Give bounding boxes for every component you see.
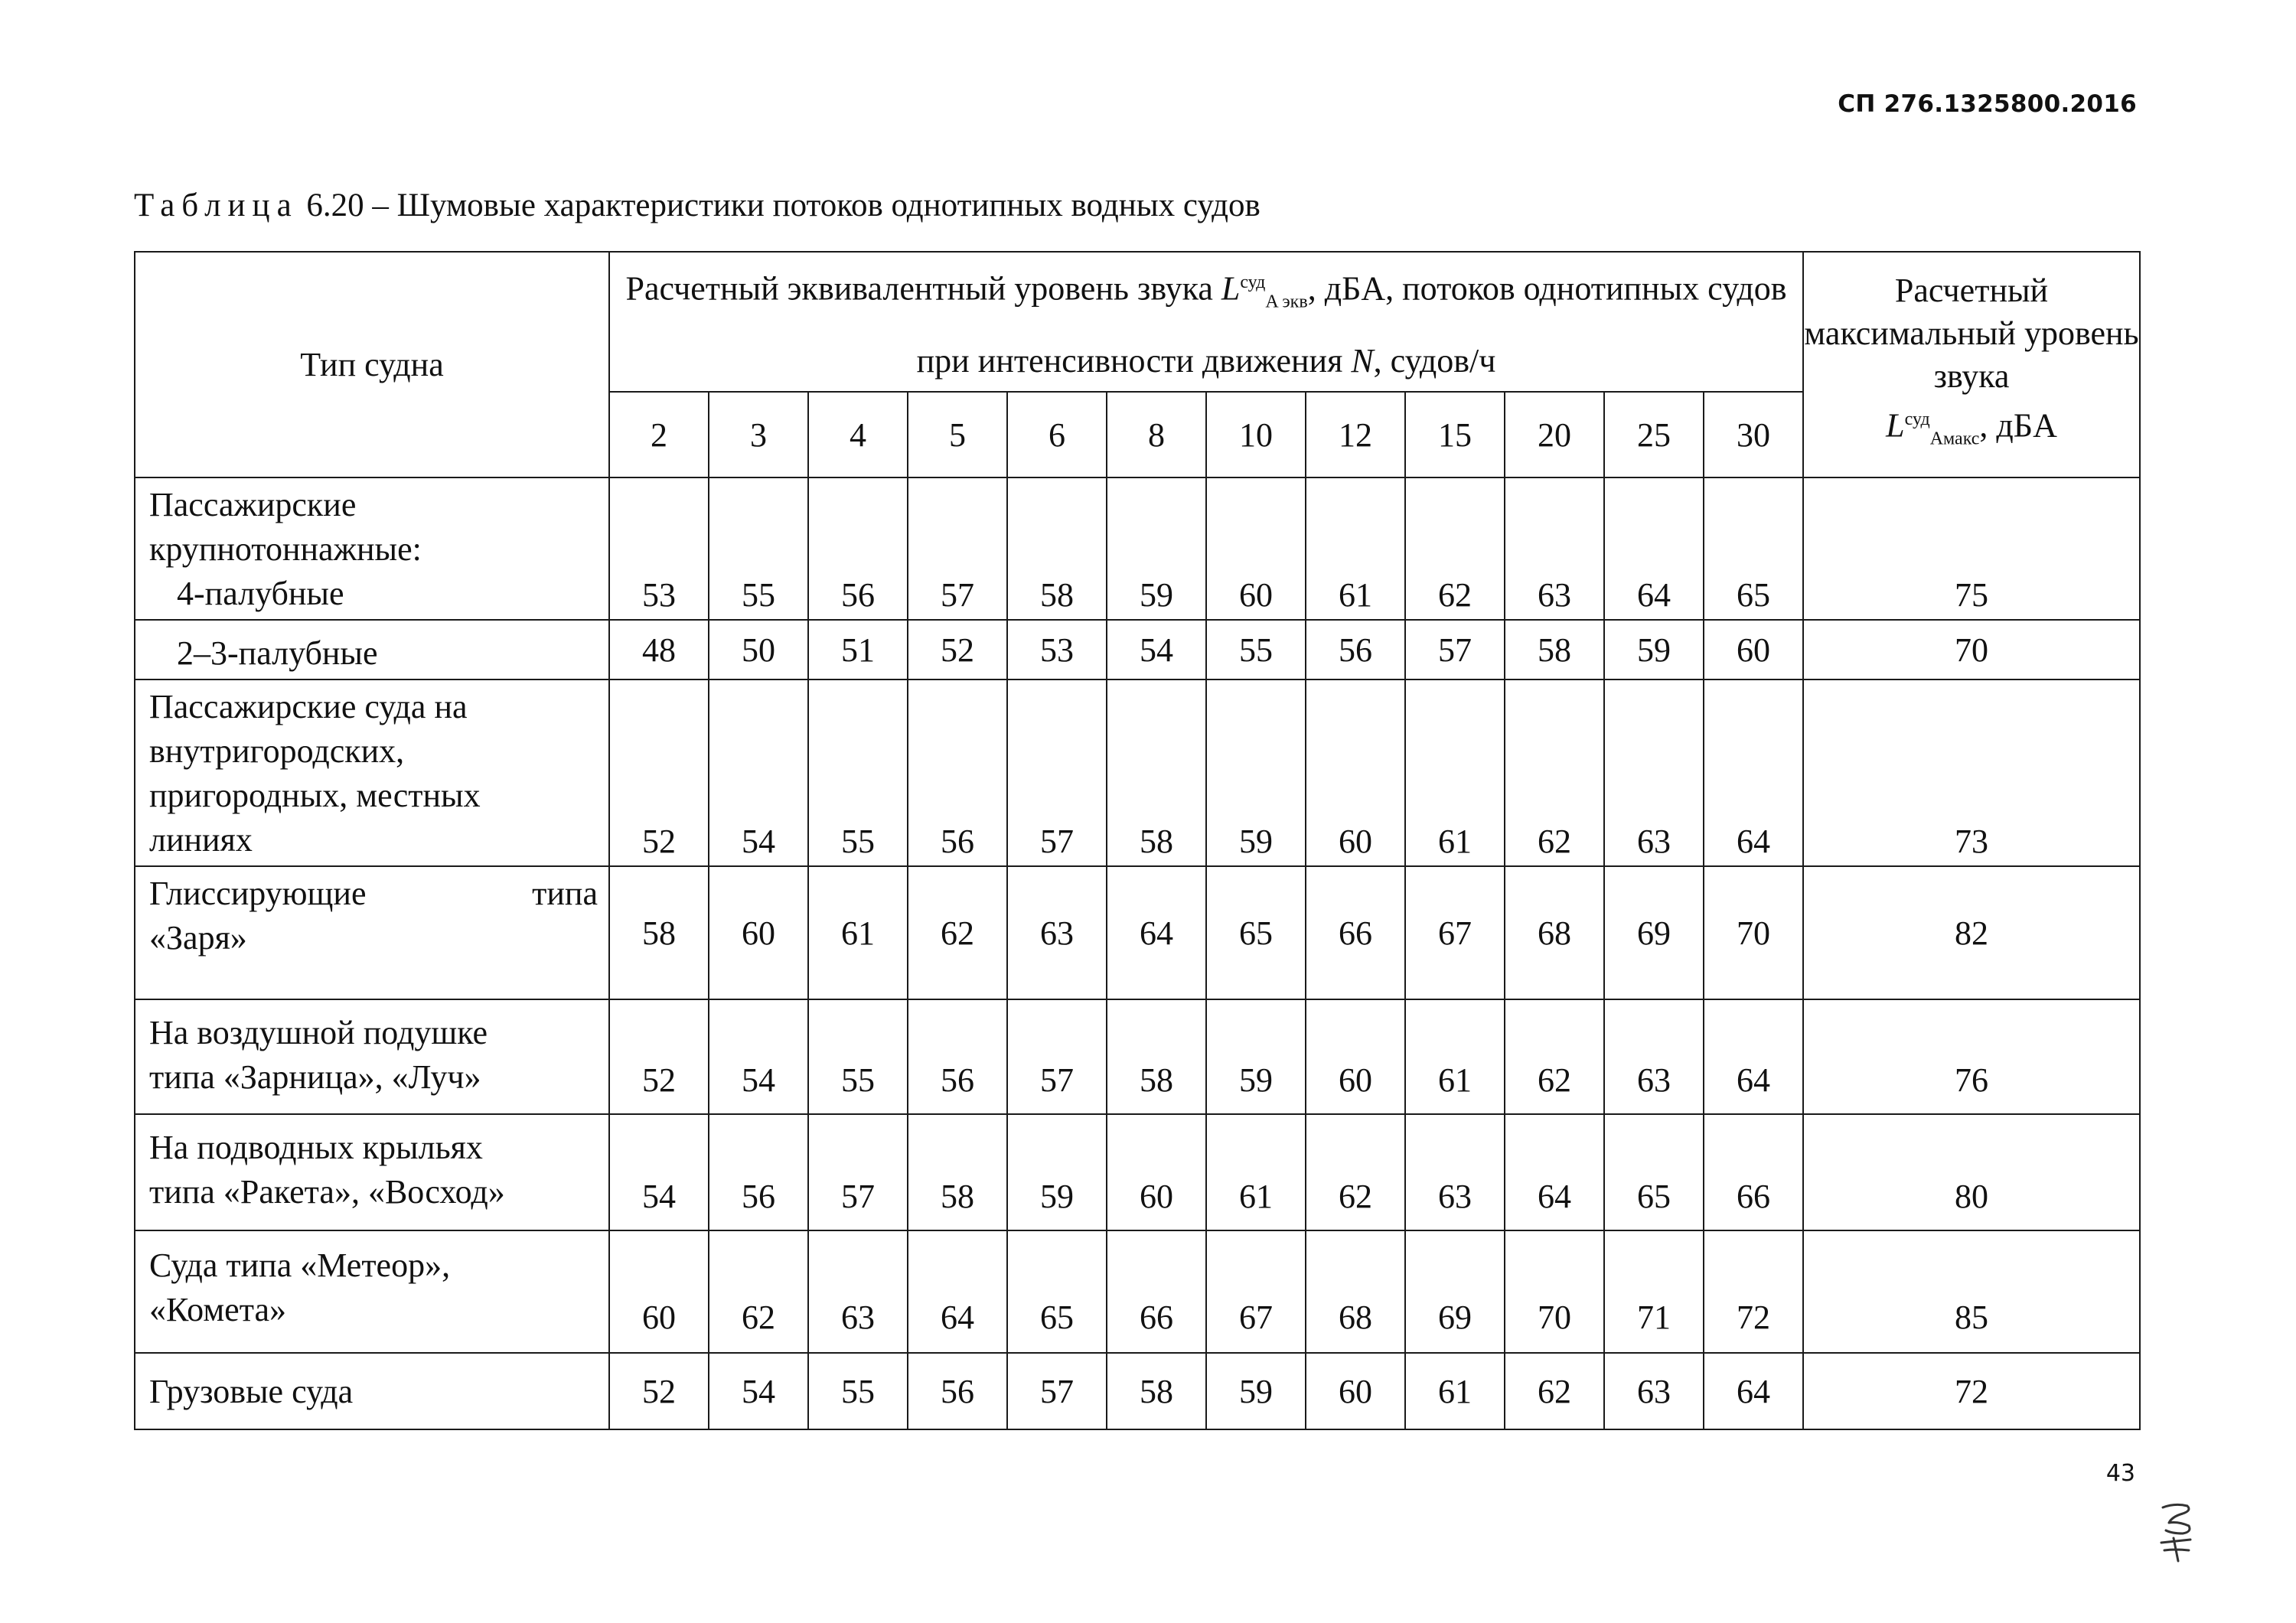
table-row	[135, 1353, 2140, 1429]
row-name-word: Глиссирующие	[149, 875, 367, 913]
value-cell: 69	[1405, 1230, 1505, 1353]
equivalent-level-symbol-letter: L	[1221, 269, 1241, 308]
value-cell: 59	[1604, 620, 1704, 680]
value-cell: 55	[1206, 620, 1306, 680]
value-cell: 59	[1206, 680, 1306, 866]
value-cell: 58	[609, 866, 709, 999]
row-name-line: 4-палубные	[177, 575, 344, 613]
value-cell: 59	[1007, 1114, 1107, 1230]
table-row	[135, 620, 2140, 680]
value-cell: 52	[609, 680, 709, 866]
n-value-cell: 6	[1007, 392, 1107, 477]
value-cell: 65	[1206, 866, 1306, 999]
value-cell: 67	[1405, 866, 1505, 999]
value-cell: 58	[1505, 620, 1604, 680]
equivalent-level-symbol	[1221, 253, 1308, 331]
n-value-cell: 4	[808, 392, 908, 477]
row-name-cell	[135, 999, 609, 1114]
value-cell: 56	[808, 477, 908, 620]
equivalent-level-symbol-sub: A экв	[1265, 292, 1308, 312]
table-title-label: Таблица	[134, 187, 298, 223]
value-cell: 52	[609, 1353, 709, 1429]
value-cell: 60	[609, 1230, 709, 1353]
value-cell: 62	[1505, 680, 1604, 866]
value-cell: 54	[609, 1114, 709, 1230]
value-cell: 62	[1405, 477, 1505, 620]
value-cell: 69	[1604, 866, 1704, 999]
value-cell: 63	[1505, 477, 1604, 620]
value-cell: 60	[1306, 1353, 1405, 1429]
table-row	[135, 1230, 2140, 1353]
row-name-line: Пассажирские суда на	[149, 688, 468, 726]
value-cell: 60	[1306, 999, 1405, 1114]
column-header-max-level	[1803, 252, 2140, 477]
value-cell: 72	[1704, 1230, 1803, 1353]
table-title-text: 6.20 – Шумовые характеристики потоков однотипных водных судов	[306, 187, 1261, 223]
row-name-justified-line	[149, 872, 598, 916]
value-cell: 57	[1007, 1353, 1107, 1429]
value-cell: 60	[709, 866, 808, 999]
row-name-line: На воздушной подушке	[149, 1014, 488, 1052]
value-cell: 64	[1505, 1114, 1604, 1230]
table-row	[135, 477, 2140, 620]
value-cell: 65	[1007, 1230, 1107, 1353]
max-level-symbol-sub: Aмакс	[1929, 429, 1980, 449]
value-cell: 68	[1505, 866, 1604, 999]
max-level-text: Расчетный максимальный уровень звука	[1804, 272, 2139, 395]
max-level-symbol	[1886, 398, 1979, 460]
value-cell: 48	[609, 620, 709, 680]
n-value-cell: 8	[1107, 392, 1206, 477]
value-cell: 55	[808, 680, 908, 866]
value-cell: 63	[1405, 1114, 1505, 1230]
row-name-line: крупнотоннажные:	[149, 530, 422, 569]
column-header-equivalent-level	[609, 252, 1803, 392]
max-value-cell: 80	[1803, 1114, 2140, 1230]
table-row	[135, 680, 2140, 866]
value-cell: 62	[709, 1230, 808, 1353]
row-name-cell	[135, 620, 609, 680]
row-name-cell	[135, 1230, 609, 1353]
value-cell: 61	[1405, 999, 1505, 1114]
value-cell: 53	[1007, 620, 1107, 680]
row-name-line: «Заря»	[149, 919, 247, 957]
row-name-line: На подводных крыльях	[149, 1129, 483, 1167]
value-cell: 52	[908, 620, 1007, 680]
row-name-cell	[135, 866, 609, 999]
value-cell: 61	[808, 866, 908, 999]
max-value-cell: 75	[1803, 477, 2140, 620]
n-value-cell: 3	[709, 392, 808, 477]
value-cell: 56	[709, 1114, 808, 1230]
value-cell: 70	[1505, 1230, 1604, 1353]
value-cell: 57	[908, 477, 1007, 620]
equivalent-level-text-2: , дБA, потоков однотипных судов при интенсивности движения	[916, 269, 1787, 380]
value-cell: 62	[1505, 1353, 1604, 1429]
value-cell: 63	[1604, 999, 1704, 1114]
value-cell: 64	[1604, 477, 1704, 620]
max-value-cell: 82	[1803, 866, 2140, 999]
equivalent-level-text-1: Расчетный эквивалентный уровень звука	[625, 269, 1213, 308]
value-cell: 64	[1704, 680, 1803, 866]
value-cell: 71	[1604, 1230, 1704, 1353]
row-name-line: пригородных, местных	[149, 777, 481, 815]
n-value-cell: 2	[609, 392, 709, 477]
max-value-cell: 85	[1803, 1230, 2140, 1353]
value-cell: 58	[1107, 680, 1206, 866]
value-cell: 58	[1107, 1353, 1206, 1429]
max-level-symbol-sup: суд	[1904, 409, 1930, 429]
equivalent-level-text-3: , судов/ч	[1373, 342, 1496, 380]
value-cell: 60	[1206, 477, 1306, 620]
max-value-cell: 76	[1803, 999, 2140, 1114]
value-cell: 60	[1107, 1114, 1206, 1230]
value-cell: 68	[1306, 1230, 1405, 1353]
max-level-symbol-letter: L	[1886, 406, 1905, 445]
value-cell: 55	[808, 999, 908, 1114]
value-cell: 59	[1107, 477, 1206, 620]
value-cell: 61	[1405, 680, 1505, 866]
row-name-line: Суда типа «Метеор»,	[149, 1247, 451, 1285]
n-value-cell: 20	[1505, 392, 1604, 477]
value-cell: 54	[709, 680, 808, 866]
value-cell: 60	[1306, 680, 1405, 866]
table-row	[135, 1114, 2140, 1230]
noise-characteristics-table	[134, 251, 2141, 1430]
n-value-cell: 10	[1206, 392, 1306, 477]
max-level-unit: , дБA	[1979, 406, 2057, 445]
value-cell: 67	[1206, 1230, 1306, 1353]
row-name-cell	[135, 1353, 609, 1429]
value-cell: 62	[1306, 1114, 1405, 1230]
row-name-line: типа «Ракета», «Восход»	[149, 1173, 505, 1211]
value-cell: 55	[709, 477, 808, 620]
value-cell: 61	[1206, 1114, 1306, 1230]
intensity-symbol: N	[1351, 342, 1374, 380]
n-value-cell: 15	[1405, 392, 1505, 477]
column-header-ship-type: Тип судна	[135, 252, 609, 477]
value-cell: 61	[1405, 1353, 1505, 1429]
value-cell: 55	[808, 1353, 908, 1429]
value-cell: 64	[908, 1230, 1007, 1353]
value-cell: 60	[1704, 620, 1803, 680]
value-cell: 50	[709, 620, 808, 680]
value-cell: 57	[808, 1114, 908, 1230]
value-cell: 62	[908, 866, 1007, 999]
row-name-line: линиях	[149, 821, 253, 859]
row-name-cell	[135, 1114, 609, 1230]
max-value-cell: 73	[1803, 680, 2140, 866]
table-title	[134, 187, 1261, 224]
row-name-line: типа «Зарница», «Луч»	[149, 1058, 481, 1097]
value-cell: 54	[1107, 620, 1206, 680]
document-code: СП 276.1325800.2016	[1838, 90, 2137, 118]
max-value-cell: 70	[1803, 620, 2140, 680]
value-cell: 54	[709, 1353, 808, 1429]
value-cell: 66	[1107, 1230, 1206, 1353]
value-cell: 62	[1505, 999, 1604, 1114]
value-cell: 58	[1007, 477, 1107, 620]
value-cell: 58	[1107, 999, 1206, 1114]
handwritten-page-mark-icon	[2152, 1500, 2206, 1569]
max-value-cell: 72	[1803, 1353, 2140, 1429]
value-cell: 64	[1107, 866, 1206, 999]
value-cell: 56	[908, 1353, 1007, 1429]
row-name-line: Грузовые суда	[149, 1373, 354, 1411]
value-cell: 59	[1206, 1353, 1306, 1429]
value-cell: 65	[1704, 477, 1803, 620]
value-cell: 61	[1306, 477, 1405, 620]
value-cell: 64	[1704, 1353, 1803, 1429]
value-cell: 56	[908, 999, 1007, 1114]
value-cell: 59	[1206, 999, 1306, 1114]
value-cell: 63	[808, 1230, 908, 1353]
n-value-cell: 25	[1604, 392, 1704, 477]
value-cell: 57	[1007, 999, 1107, 1114]
value-cell: 56	[1306, 620, 1405, 680]
page-number: 43	[2105, 1460, 2135, 1487]
value-cell: 63	[1604, 1353, 1704, 1429]
value-cell: 51	[808, 620, 908, 680]
n-value-cell: 30	[1704, 392, 1803, 477]
value-cell: 65	[1604, 1114, 1704, 1230]
table-row	[135, 999, 2140, 1114]
equivalent-level-symbol-sup: суд	[1240, 272, 1266, 292]
value-cell: 57	[1007, 680, 1107, 866]
value-cell: 53	[609, 477, 709, 620]
value-cell: 63	[1007, 866, 1107, 999]
value-cell: 57	[1405, 620, 1505, 680]
row-name-line: Пассажирские	[149, 486, 357, 524]
value-cell: 70	[1704, 866, 1803, 999]
row-name-line: 2–3-палубные	[177, 634, 378, 673]
n-value-cell: 12	[1306, 392, 1405, 477]
value-cell: 66	[1704, 1114, 1803, 1230]
row-name-cell	[135, 477, 609, 620]
value-cell: 52	[609, 999, 709, 1114]
row-name-word: типа	[532, 875, 598, 913]
value-cell: 56	[908, 680, 1007, 866]
value-cell: 58	[908, 1114, 1007, 1230]
row-name-cell	[135, 680, 609, 866]
row-name-line: «Комета»	[149, 1291, 286, 1329]
table-row	[135, 866, 2140, 999]
row-name-line: внутригородских,	[149, 732, 405, 771]
value-cell: 66	[1306, 866, 1405, 999]
n-value-cell: 5	[908, 392, 1007, 477]
value-cell: 63	[1604, 680, 1704, 866]
value-cell: 64	[1704, 999, 1803, 1114]
value-cell: 54	[709, 999, 808, 1114]
